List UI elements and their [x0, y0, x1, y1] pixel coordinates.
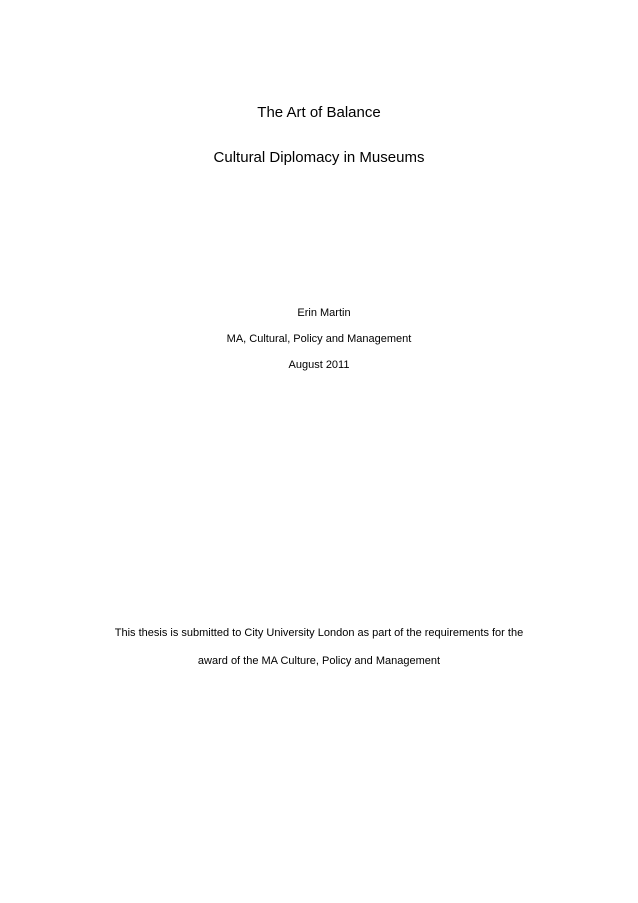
thesis-title: The Art of Balance	[257, 104, 381, 121]
author-name: Erin Martin	[297, 307, 351, 319]
submission-statement-line-2: award of the MA Culture, Policy and Management	[197, 655, 441, 667]
submission-statement-line-1: This thesis is submitted to City University London as part of the requirements for the	[114, 627, 524, 639]
degree-program: MA, Cultural, Policy and Management	[226, 333, 412, 345]
thesis-subtitle: Cultural Diplomacy in Museums	[213, 149, 425, 166]
submission-date: August 2011	[288, 359, 350, 371]
